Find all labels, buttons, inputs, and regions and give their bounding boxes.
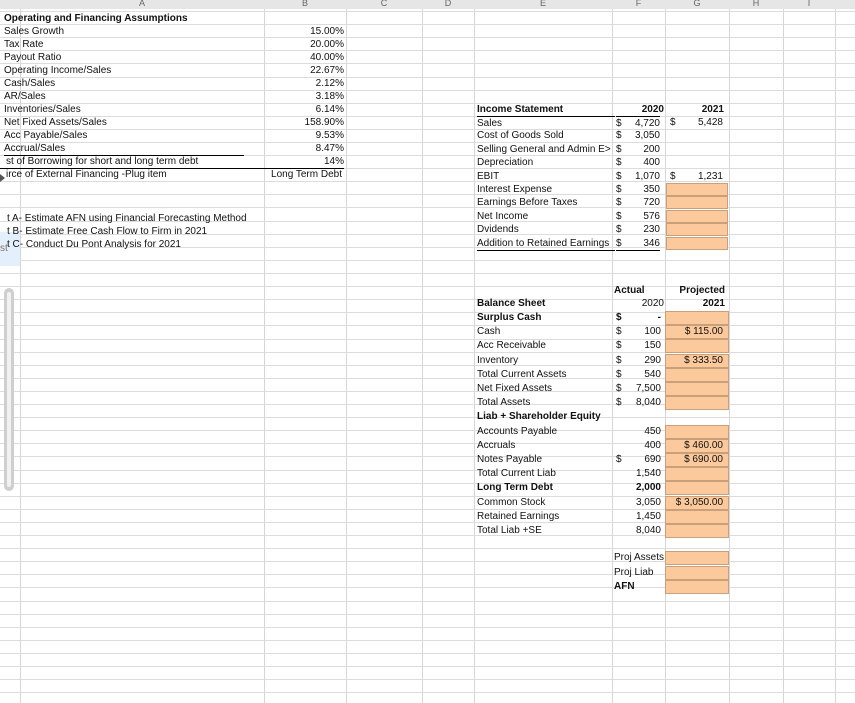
- balance-projected-input[interactable]: [665, 510, 729, 524]
- grid-column-line: [346, 9, 347, 703]
- balance-header-actual[interactable]: Actual: [614, 285, 645, 296]
- income-projected-input[interactable]: [666, 183, 728, 196]
- income-row-label[interactable]: Depreciation: [477, 157, 534, 169]
- grid-row-line: [0, 666, 855, 667]
- balance-row-label[interactable]: Liab + Shareholder Equity: [477, 411, 601, 423]
- balance-currency[interactable]: $: [616, 397, 622, 409]
- balance-row-label[interactable]: Inventory: [477, 354, 519, 366]
- grid-row-line: [0, 640, 855, 641]
- column-header-c[interactable]: C: [380, 0, 388, 8]
- income-row-label[interactable]: Cost of Goods Sold: [477, 130, 564, 142]
- assumption-label[interactable]: Acc Payable/Sales: [4, 130, 88, 141]
- balance-currency[interactable]: $: [616, 312, 622, 323]
- income-currency[interactable]: $: [616, 116, 626, 130]
- grid-row-line: [0, 273, 855, 274]
- column-header-e[interactable]: E: [539, 0, 546, 8]
- grid-row-line: [0, 299, 855, 300]
- balance-projected-input[interactable]: [665, 396, 729, 410]
- income-actual-value[interactable]: 200: [643, 143, 660, 155]
- column-header-a[interactable]: A: [138, 0, 145, 8]
- assumption-label[interactable]: Accrual/Sales: [4, 142, 244, 156]
- balance-row-label[interactable]: Surplus Cash: [477, 312, 542, 323]
- grid-column-line: [474, 9, 475, 703]
- assumption-label[interactable]: Tax Rate: [4, 39, 44, 50]
- assumption-value[interactable]: 158.90%: [304, 117, 344, 128]
- afn-row-label[interactable]: Proj Liab: [614, 566, 654, 578]
- grid-row-line: [0, 653, 855, 654]
- income-statement-title[interactable]: Income Statement: [477, 104, 564, 115]
- grid-row-line: [0, 286, 855, 287]
- income-actual-value[interactable]: 230: [643, 224, 660, 236]
- balance-row-label[interactable]: Retained Earnings: [477, 510, 560, 522]
- assumption-value[interactable]: Long Term Debt: [271, 169, 342, 180]
- grid-row-line: [0, 417, 855, 418]
- balance-row-label[interactable]: Accruals: [477, 439, 516, 451]
- income-currency[interactable]: $: [616, 157, 622, 169]
- sheet-side-tab[interactable]: st: [0, 232, 20, 266]
- grid-column-line: [729, 9, 730, 703]
- scrollbar-thumb[interactable]: [7, 292, 11, 487]
- income-currency[interactable]: $: [616, 184, 622, 195]
- balance-projected-input[interactable]: [665, 339, 729, 353]
- assumption-label[interactable]: Net Fixed Assets/Sales: [4, 117, 107, 128]
- income-row-label[interactable]: Selling General and Admin E>: [477, 143, 611, 155]
- balance-header-projected[interactable]: Projected: [679, 285, 725, 296]
- grid-row-line: [0, 692, 855, 693]
- balance-actual-value[interactable]: 1,540: [635, 468, 661, 480]
- income-projected-value[interactable]: 5,428: [697, 117, 723, 128]
- balance-projected-value[interactable]: $ 690.00: [684, 454, 723, 465]
- assumption-value[interactable]: 9.53%: [315, 130, 344, 141]
- income-currency[interactable]: $: [616, 170, 622, 182]
- income-projected-currency[interactable]: $: [670, 117, 676, 128]
- balance-actual-value[interactable]: 1,450: [635, 510, 661, 522]
- balance-actual-value[interactable]: -: [657, 312, 661, 323]
- balance-actual-value[interactable]: 8,040: [635, 397, 661, 409]
- balance-actual-value[interactable]: 400: [644, 439, 661, 451]
- balance-currency[interactable]: $: [616, 340, 622, 352]
- income-row-label[interactable]: Earnings Before Taxes: [477, 197, 578, 209]
- income-projected-input[interactable]: [666, 196, 728, 209]
- income-actual-value[interactable]: 3,050: [634, 130, 660, 142]
- balance-row-label[interactable]: Total Liab +SE: [477, 525, 542, 536]
- column-header-f[interactable]: F: [635, 0, 642, 8]
- income-projected-input[interactable]: [666, 237, 728, 250]
- balance-row-label[interactable]: Notes Payable: [477, 454, 543, 465]
- task-text[interactable]: t A- Estimate AFN using Financial Forecasting Method: [7, 213, 247, 224]
- assumption-value[interactable]: 2.12%: [315, 78, 344, 89]
- balance-row-label[interactable]: Cash: [477, 326, 501, 338]
- income-currency[interactable]: $: [616, 224, 622, 236]
- assumption-value[interactable]: 3.18%: [315, 91, 344, 102]
- assumption-label[interactable]: Payout Ratio: [4, 52, 62, 63]
- income-actual-value[interactable]: 4,720: [626, 116, 660, 130]
- balance-row-label[interactable]: Acc Receivable: [477, 340, 546, 352]
- assumption-value[interactable]: 40.00%: [310, 52, 344, 63]
- assumption-label[interactable]: Cash/Sales: [4, 78, 56, 89]
- balance-row-label[interactable]: Net Fixed Assets: [477, 383, 553, 394]
- afn-row-label[interactable]: Proj Assets: [614, 552, 665, 563]
- income-row-label[interactable]: Addition to Retained Earnings: [477, 237, 615, 251]
- balance-row-label[interactable]: Total Current Liab: [477, 468, 556, 480]
- income-currency[interactable]: $: [616, 237, 626, 251]
- balance-row-label[interactable]: Total Assets: [477, 397, 531, 409]
- grid-column-line: [422, 9, 423, 703]
- assumption-label[interactable]: st of Borrowing for short and long term debt: [0, 155, 264, 169]
- grid-row-line: [0, 260, 855, 261]
- balance-currency[interactable]: $: [616, 368, 622, 380]
- balance-actual-value[interactable]: 7,500: [635, 383, 661, 394]
- balance-projected-value[interactable]: $ 115.00: [684, 326, 723, 338]
- balance-row-label[interactable]: Long Term Debt: [477, 482, 553, 494]
- income-currency[interactable]: $: [616, 143, 622, 155]
- balance-currency[interactable]: $: [616, 383, 622, 394]
- assumptions-title[interactable]: Operating and Financing Assumptions: [4, 13, 188, 24]
- income-actual-value[interactable]: 576: [643, 210, 660, 222]
- balance-projected-value[interactable]: $ 3,050.00: [675, 496, 723, 508]
- afn-input[interactable]: [665, 551, 729, 565]
- income-projected-value[interactable]: 1,231: [697, 170, 723, 182]
- balance-projected-input[interactable]: [665, 368, 729, 382]
- income-row-label[interactable]: Net Income: [477, 210, 529, 222]
- grid-row-line: [0, 548, 855, 549]
- assumption-label[interactable]: Inventories/Sales: [4, 104, 81, 115]
- balance-projected-input[interactable]: [665, 311, 729, 325]
- afn-row-label[interactable]: AFN: [614, 581, 635, 592]
- assumption-value[interactable]: 6.14%: [315, 104, 344, 115]
- assumption-value[interactable]: 8.47%: [315, 143, 344, 154]
- afn-input[interactable]: [665, 580, 729, 594]
- balance-projected-input[interactable]: [665, 524, 729, 538]
- assumption-label[interactable]: irce of External Financing -Plug item: [6, 169, 167, 180]
- income-actual-value[interactable]: 400: [643, 157, 660, 169]
- column-header-h[interactable]: H: [752, 0, 760, 8]
- balance-year-projected[interactable]: 2021: [702, 298, 725, 309]
- grid-row-line: [0, 627, 855, 628]
- income-actual-value[interactable]: 720: [643, 197, 660, 209]
- column-header-g[interactable]: G: [693, 0, 701, 8]
- income-year-actual[interactable]: 2020: [641, 104, 664, 115]
- income-actual-value[interactable]: 346: [626, 237, 660, 251]
- income-currency[interactable]: $: [616, 197, 622, 209]
- grid-row-line: [0, 614, 855, 615]
- balance-projected-input[interactable]: [665, 481, 729, 495]
- balance-actual-value[interactable]: 540: [644, 368, 661, 380]
- balance-projected-input[interactable]: [665, 382, 729, 396]
- balance-actual-value[interactable]: 8,040: [635, 525, 661, 536]
- assumption-value[interactable]: 15.00%: [310, 26, 344, 37]
- income-row-label[interactable]: EBIT: [477, 170, 500, 182]
- assumption-label[interactable]: AR/Sales: [4, 91, 46, 102]
- column-header-i[interactable]: I: [807, 0, 811, 8]
- income-actual-value[interactable]: 350: [643, 184, 660, 195]
- afn-input[interactable]: [665, 566, 729, 580]
- grid-row-line: [0, 601, 855, 602]
- balance-currency[interactable]: $: [616, 454, 622, 465]
- assumption-value[interactable]: 14%: [264, 155, 344, 169]
- income-projected-input[interactable]: [666, 223, 728, 236]
- income-row-label[interactable]: Interest Expense: [477, 184, 553, 195]
- balance-actual-value[interactable]: 2,000: [635, 482, 661, 494]
- task-text[interactable]: t C- Conduct Du Pont Analysis for 2021: [7, 239, 181, 250]
- balance-actual-value[interactable]: 150: [644, 340, 661, 352]
- balance-sheet-title[interactable]: Balance Sheet: [477, 298, 546, 309]
- balance-actual-value[interactable]: 290: [644, 354, 661, 366]
- grid-row-line: [0, 181, 855, 182]
- income-year-projected[interactable]: 2021: [701, 104, 724, 115]
- income-projected-input[interactable]: [666, 210, 728, 223]
- balance-currency[interactable]: $: [616, 326, 622, 338]
- grid-row-line: [0, 679, 855, 680]
- income-row-label[interactable]: Sales: [477, 116, 615, 130]
- balance-actual-value[interactable]: 690: [644, 454, 661, 465]
- assumption-label[interactable]: Sales Growth: [4, 26, 65, 37]
- balance-actual-value[interactable]: 100: [644, 326, 661, 338]
- income-projected-currency[interactable]: $: [670, 170, 676, 182]
- assumption-value[interactable]: 20.00%: [310, 39, 344, 50]
- grid-column-line: [783, 9, 784, 703]
- income-currency[interactable]: $: [616, 210, 622, 222]
- balance-projected-input[interactable]: [665, 467, 729, 481]
- column-header-d[interactable]: D: [444, 0, 452, 8]
- balance-row-label[interactable]: Total Current Assets: [477, 368, 567, 380]
- balance-actual-value[interactable]: 3,050: [635, 496, 661, 508]
- assumption-label[interactable]: Operating Income/Sales: [4, 65, 112, 76]
- grid-column-line: [835, 9, 836, 703]
- balance-actual-value[interactable]: 450: [644, 425, 661, 437]
- income-currency[interactable]: $: [616, 130, 622, 142]
- balance-projected-value[interactable]: $ 333.50: [684, 354, 723, 366]
- grid-column-line: [612, 9, 613, 703]
- task-text[interactable]: t B- Estimate Free Cash Flow to Firm in 2021: [7, 226, 208, 237]
- balance-projected-value[interactable]: $ 460.00: [684, 439, 723, 451]
- balance-projected-input[interactable]: [665, 425, 729, 439]
- income-row-label[interactable]: Dvidends: [477, 224, 519, 236]
- column-header-b[interactable]: B: [301, 0, 308, 8]
- balance-row-label[interactable]: Accounts Payable: [477, 425, 558, 437]
- balance-row-label[interactable]: Common Stock: [477, 496, 546, 508]
- assumption-value[interactable]: 22.67%: [310, 65, 344, 76]
- balance-currency[interactable]: $: [616, 354, 622, 366]
- income-actual-value[interactable]: 1,070: [634, 170, 660, 182]
- balance-year-actual[interactable]: 2020: [641, 298, 664, 309]
